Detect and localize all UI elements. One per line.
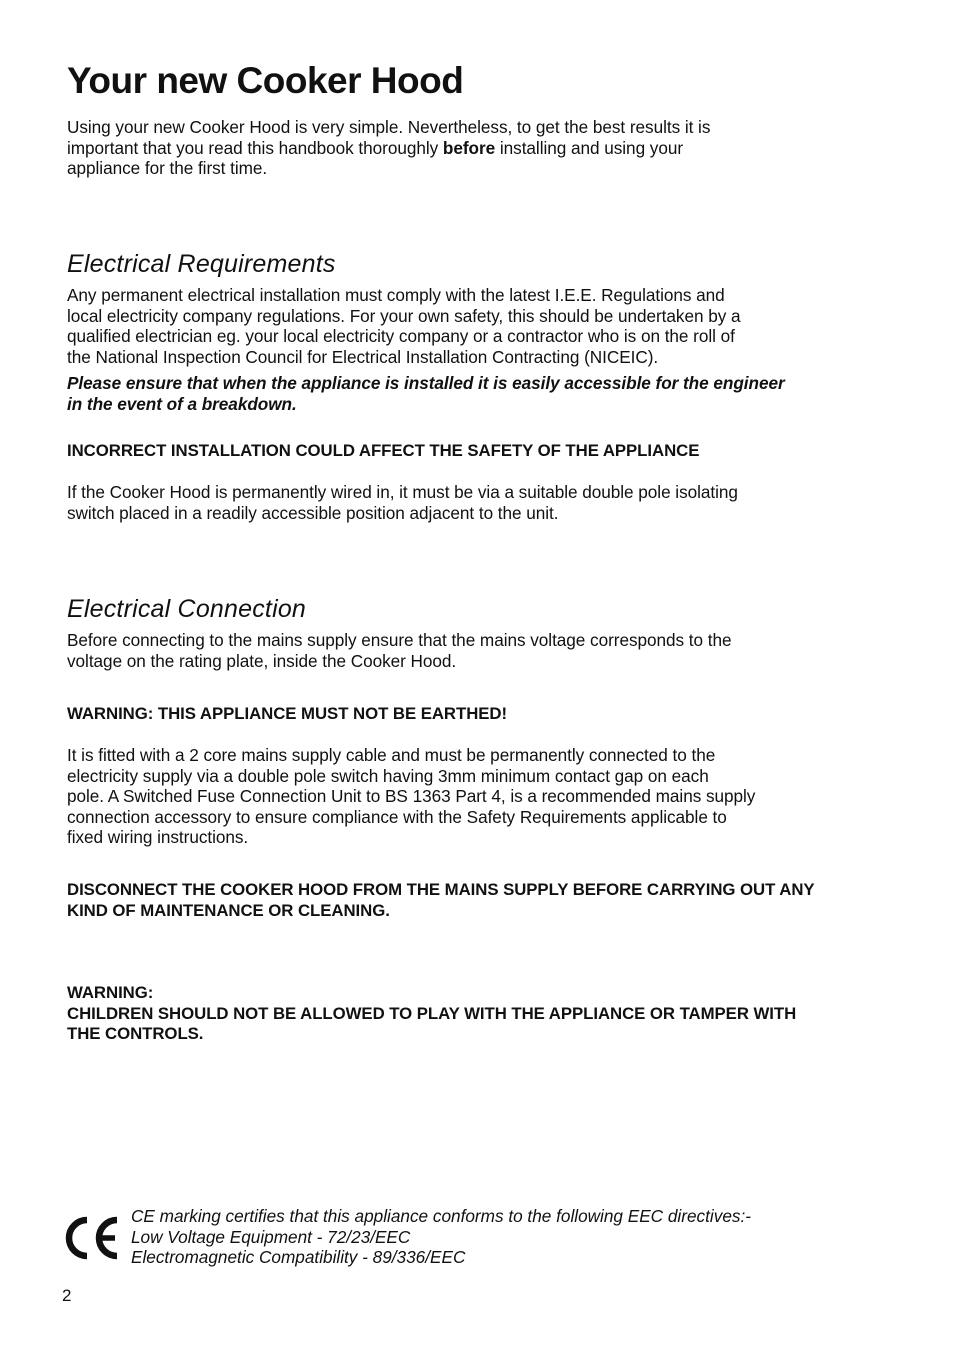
- cable-note-line: pole. A Switched Fuse Connection Unit to BS 1363 Part 4, is a recommended mains supply: [67, 786, 756, 807]
- ce-line: CE marking certifies that this appliance conforms to the following EEC directives:-: [131, 1206, 751, 1226]
- electrical-connection-body: [67, 630, 732, 671]
- disconnect-line: DISCONNECT THE COOKER HOOD FROM THE MAINS SUPPLY BEFORE CARRYING OUT ANY: [67, 880, 815, 899]
- installation-caution: [67, 441, 699, 462]
- requirements-line: Any permanent electrical installation must comply with the latest I.E.E. Regulations and: [67, 285, 725, 305]
- cable-note-line: connection accessory to ensure compliance with the Safety Requirements applicable to: [67, 806, 727, 827]
- installation-caution-text: INCORRECT INSTALLATION COULD AFFECT THE SAFETY OF THE APPLIANCE: [67, 441, 700, 460]
- switch-note-line: If the Cooker Hood is permanently wired in, it must be via a suitable double pole isolating: [67, 482, 738, 502]
- ce-mark-icon: [64, 1215, 120, 1261]
- intro-line-2-start: important that you read this handbook thoroughly: [67, 137, 443, 158]
- ce-line: Electromagnetic Compatibility - 89/336/EEC: [131, 1247, 466, 1268]
- accessibility-line: Please ensure that when the appliance is installed it is easily accessible for the engineer: [67, 373, 785, 393]
- electrical-requirements-heading: Electrical Requirements: [67, 250, 336, 278]
- intro-line-1: Using your new Cooker Hood is very simple. Nevertheless, to get the best results it is: [67, 117, 711, 137]
- switch-note-line: switch placed in a readily accessible position adjacent to the unit.: [67, 502, 559, 523]
- page-title: Your new Cooker Hood: [67, 60, 464, 101]
- intro-line-2: [67, 138, 710, 159]
- page-number: 2: [62, 1286, 72, 1305]
- electrical-requirements-body: [67, 285, 740, 367]
- children-warning-line: WARNING:: [67, 983, 154, 1002]
- disconnect-warning: [67, 880, 815, 921]
- requirements-line: local electricity company regulations. For your own safety, this should be undertaken by a: [67, 305, 741, 326]
- earth-warning: [67, 704, 507, 725]
- children-warning-line: THE CONTROLS.: [67, 1024, 204, 1044]
- cable-note-line: fixed wiring instructions.: [67, 827, 249, 848]
- ce-statement: [131, 1206, 751, 1268]
- earth-warning-text: WARNING: THIS APPLIANCE MUST NOT BE EARTHED!: [67, 704, 508, 723]
- connection-line: voltage on the rating plate, inside the Cooker Hood.: [67, 650, 457, 671]
- requirements-line: qualified electrician eg. your local electricity company or a contractor who is on the roll of: [67, 326, 735, 347]
- cable-note-line: electricity supply via a double pole switch having 3mm minimum contact gap on each: [67, 765, 709, 786]
- ce-line: Low Voltage Equipment - 72/23/EEC: [131, 1226, 411, 1247]
- connection-line: Before connecting to the mains supply ensure that the mains voltage corresponds to the: [67, 630, 732, 650]
- electrical-connection-heading: Electrical Connection: [67, 595, 307, 623]
- disconnect-line: KIND OF MAINTENANCE OR CLEANING.: [67, 900, 390, 920]
- intro-emphasis: before: [442, 137, 496, 158]
- intro-paragraph: [67, 117, 710, 179]
- cable-note: [67, 745, 755, 848]
- isolating-switch-note: [67, 482, 738, 523]
- children-warning-line: CHILDREN SHOULD NOT BE ALLOWED TO PLAY WITH THE APPLIANCE OR TAMPER WITH: [67, 1003, 797, 1023]
- intro-line-2-end: installing and using your: [495, 137, 684, 158]
- accessibility-note: [67, 373, 785, 414]
- children-warning: [67, 983, 796, 1045]
- requirements-line: the National Inspection Council for Electrical Installation Contracting (NICEIC).: [67, 346, 659, 367]
- accessibility-line: in the event of a breakdown.: [67, 393, 297, 414]
- cable-note-line: It is fitted with a 2 core mains supply cable and must be permanently connected to the: [67, 745, 716, 765]
- intro-line-3: appliance for the first time.: [67, 158, 268, 179]
